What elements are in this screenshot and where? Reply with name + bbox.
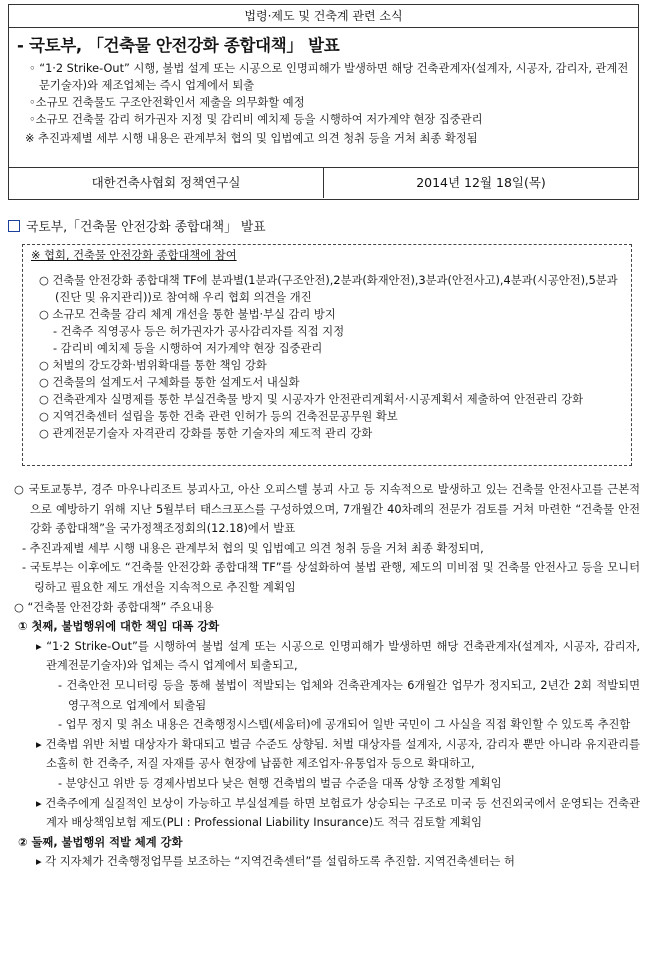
box-item: ○ 처벌의 강도강화·범위확대를 통한 책임 강화 [39, 359, 267, 372]
paragraph: ○ “건축물 안전강화 종합대책” 주요내용 [14, 600, 214, 614]
box-item: ○ 건축물 안전강화 종합대책 TF에 분과별(1분과(구조안전),2분과(화재안전),3분과(안전사고),4분과(시공안전),5분과(진단 및 유지관리))로 참여해 우리 협회 의견을 개진 [39, 274, 618, 304]
box-heading: ※ 협회, 건축물 안전강화 종합대책에 참여 [31, 249, 237, 262]
numbered-heading: ② 둘째, 불법행위 적발 체계 강화 [18, 835, 183, 849]
header-footer [9, 168, 638, 198]
box-item: ○ 건축물의 설계도서 구체화를 통한 설계도서 내실화 [39, 376, 300, 389]
header-point: ◦소규모 건축물도 구조안전확인서 제출을 의무화할 예정 [29, 96, 305, 109]
header-title: - 국토부, 「건축물 안전강화 종합대책」 발표 [17, 36, 340, 55]
box-subitem: - 건축주 직영공사 등은 허가권자가 공사감리자를 직접 지정 [53, 325, 345, 338]
numbered-heading: ① 첫째, 불법행위에 대한 책임 대폭 강화 [18, 620, 220, 634]
organization-name: 대한건축사협회 정책연구실 [9, 168, 324, 198]
header-note: ※ 추진과제별 세부 시행 내용은 관계부처 협의 및 입법예고 의견 청취 등을 거쳐 최종 확정됨 [25, 132, 478, 145]
article-body [8, 480, 640, 872]
paragraph-dash: - 추진과제별 세부 시행 내용은 관계부처 협의 및 입법예고 의견 청취 등을 거쳐 최종 확정되며, [22, 541, 484, 555]
header-category: 법령·제도 및 건축계 관련 소식 [9, 5, 638, 28]
triangle-subpoint: - 분양신고 위반 등 경제사범보다 낮은 현행 건축법의 벌금 수준을 대폭 상향 조정할 계획임 [58, 776, 502, 790]
header-frame [8, 4, 639, 200]
square-bullet-icon [8, 220, 20, 232]
publish-date: 2014년 12월 18일(목) [416, 175, 546, 190]
box-item: ○ 건축관계자 실명제를 통한 부실건축물 방지 및 시공자가 안전관리계획서·시공계획서 제출하여 안전관리 강화 [39, 393, 584, 406]
triangle-subpoint: - 업무 정지 및 취소 내용은 건축행정시스템(세움터)에 공개되어 일반 국민이 그 사실을 직접 확인할 수 있도록 추진함 [58, 718, 631, 732]
box-item: ○ 소규모 건축물 감리 체계 개선을 통한 불법·부실 감리 방지 [39, 308, 336, 321]
triangle-point: ▸ 각 지자체가 건축행정업무를 보조하는 “지역건축센터”를 설립하도록 추진함. 지역건축센터는 허 [36, 855, 515, 869]
triangle-point: ▸ 건축주에게 실질적인 보상이 가능하고 부실설계를 하면 보험료가 상승되는 구조로 미국 등 선진외국에서 운영되는 건축관계자 배상책임보험 제도(PLI : Professional Liability Insurance)도 적극 검토할 계획임 [36, 796, 640, 830]
triangle-subpoint: - 건축안전 모니터링 등을 통해 불법이 적발되는 업체와 건축관계자는 6개월간 업무가 정지되고, 2년간 2회 적발되면 영구적으로 업계에서 퇴출됨 [58, 678, 640, 712]
association-participation-box [22, 244, 632, 466]
triangle-point: ▸ “1·2 Strike-Out”를 시행하여 불법 설계 또는 시공으로 인명피해가 발생하면 해당 건축관계자(설계자, 시공자, 감리자, 관계전문기술자)와 업체는 즉시 업계에서 퇴출되고, [36, 639, 640, 673]
header-point: ◦ “1·2 Strike-Out” 시행, 불법 설계 또는 시공으로 인명피해가 발생하면 해당 건축관계자(설계자, 시공자, 감리자, 관계전문기술자)와 제조업체는 즉시 업계에서 퇴출 [29, 62, 629, 92]
triangle-point: ▸ 건축법 위반 처벌 대상자가 확대되고 벌금 수준도 상향됨. 처벌 대상자를 설계자, 시공자, 감리자 뿐만 아니라 유지관리를 소홀히 한 건축주, 저질 자재를 공사 현장에 납품한 제조업자·유통업자 등으로 확대하고, [36, 737, 640, 771]
box-item: ○ 지역건축센터 설립을 통한 건축 관련 인허가 등의 건축전문공무원 확보 [39, 410, 398, 423]
box-subitem: - 감리비 예치제 등을 시행하여 저가계약 현장 집중관리 [53, 342, 323, 355]
header-summary [9, 28, 638, 168]
box-item: ○ 관계전문기술자 자격관리 강화를 통한 기술자의 제도적 관리 강화 [39, 427, 373, 440]
section-heading [8, 216, 266, 235]
header-point: ◦소규모 건축물 감리 허가권자 지정 및 감리비 예치제 등을 시행하여 저가계약 현장 집중관리 [29, 113, 483, 126]
paragraph: ○ 국토교통부, 경주 마우나리조트 붕괴사고, 아산 오피스텔 붕괴 사고 등 지속적으로 발생하고 있는 건축물 안전사고를 근본적으로 예방하기 위해 지난 5월부터 태스크포스를 구성하였으며, 7개월간 40차례의 전문가 검토를 거쳐 마련한 “건축물 안전강화 종합대책”을 국가정책조정회의(12.18)에서 발표 [14, 483, 640, 536]
section-title: 국토부,「건축물 안전강화 종합대책」 발표 [26, 220, 266, 235]
paragraph-dash: - 국토부는 이후에도 “건축물 안전강화 종합대책 TF”를 상설화하여 불법 관행, 제도의 미비점 및 건축물 안전사고 등을 모니터링하고 필요한 제도 개선을 지속적으로 추진할 계획임 [22, 561, 640, 594]
